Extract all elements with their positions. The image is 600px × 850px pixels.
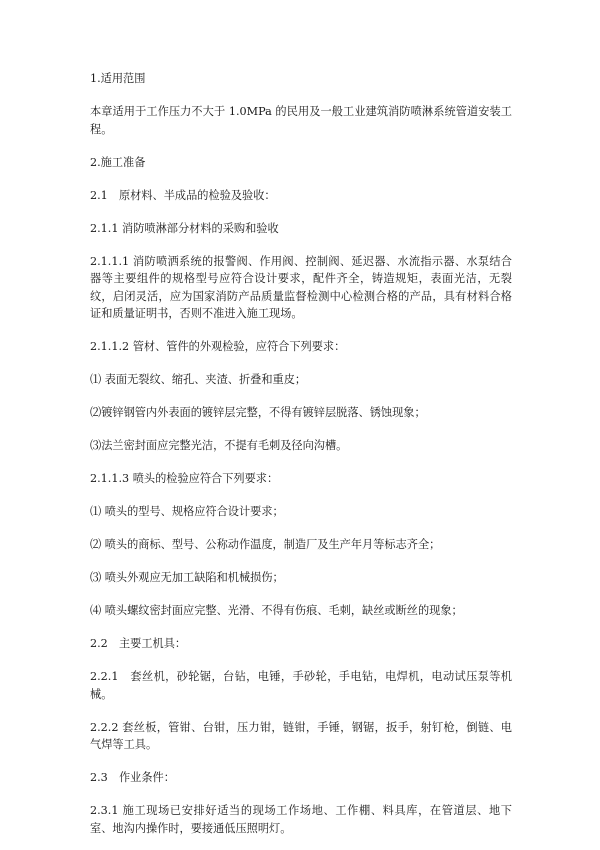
- subsection-heading-2-1-1: 2.1.1 消防喷淋部分材料的采购和验收: [90, 221, 279, 235]
- list-item-sprinkler-4: ⑷ 喷头螺纹密封面应完整、光滑、不得有伤痕、毛刺，缺丝或断丝的现象；: [90, 604, 463, 617]
- scope-paragraph: 本章适用于工作压力不大于 1.0MPa 的民用及一般工业建筑消防喷淋系统管道安装工程。: [90, 105, 512, 136]
- subsection-heading-2-1: 2.1 原材料、半成品的检验及验收：: [90, 188, 276, 202]
- section-heading-preparation: 2.施工准备: [90, 155, 146, 169]
- paragraph-2-2-1: 2.2.1 套丝机，砂轮锯，台钻，电锤，手砂轮，手电钻，电焊机，电动试压泵等机械。: [90, 670, 512, 701]
- list-item-pipe-2: ⑵镀锌钢管内外表面的镀锌层完整，不得有镀锌层脱落、锈蚀现象；: [90, 406, 426, 419]
- list-item-sprinkler-3: ⑶ 喷头外观应无加工缺陷和机械损伤；: [90, 571, 284, 584]
- list-item-pipe-1: ⑴ 表面无裂纹、缩孔、夹渣、折叠和重皮；: [90, 373, 307, 386]
- paragraph-2-3-1: 2.3.1 施工现场已安排好适当的现场工作场地、工作棚、料具库，在管道层、地下室、地沟内操作时，要接通低压照明灯。: [90, 804, 512, 835]
- section-heading-scope: 1.适用范围: [90, 72, 146, 85]
- paragraph-2-2-2: 2.2.2 套丝板，管钳、台钳，压力钳，链钳，手锤，钢锯，扳手，射钉枪，倒链、电气焊等工具。: [90, 720, 512, 751]
- list-item-sprinkler-2: ⑵ 喷头的商标、型号、公称动作温度，制造厂及生产年月等标志齐全；: [90, 538, 441, 551]
- list-item-pipe-3: ⑶法兰密封面应完整光洁，不提有毛刺及径向沟槽。: [90, 439, 348, 452]
- list-item-sprinkler-1: ⑴ 喷头的型号、规格应符合设计要求；: [90, 505, 284, 518]
- paragraph-2-1-1-2: 2.1.1.2 管材、管件的外观检验，应符合下列要求：: [90, 340, 346, 353]
- subsection-heading-2-2: 2.2 主要工机具：: [90, 637, 187, 650]
- paragraph-2-1-1-1: 2.1.1.1 消防喷洒系统的报警阀、作用阀、控制阀、延迟器、水流指示器、水泵结合器等主要组件的规格型号应符合设计要求，配件齐全，铸造规矩，表面光洁，无裂纹，启闭灵活，应为国家消防产品质量监督检测中心检测合格的产品，具有材料合格证和质量证明书，否则不准进入施工现场。: [90, 254, 512, 320]
- paragraph-2-1-1-3: 2.1.1.3 喷头的检验应符合下列要求：: [90, 472, 279, 485]
- subsection-heading-2-3: 2.3 作业条件：: [90, 771, 175, 784]
